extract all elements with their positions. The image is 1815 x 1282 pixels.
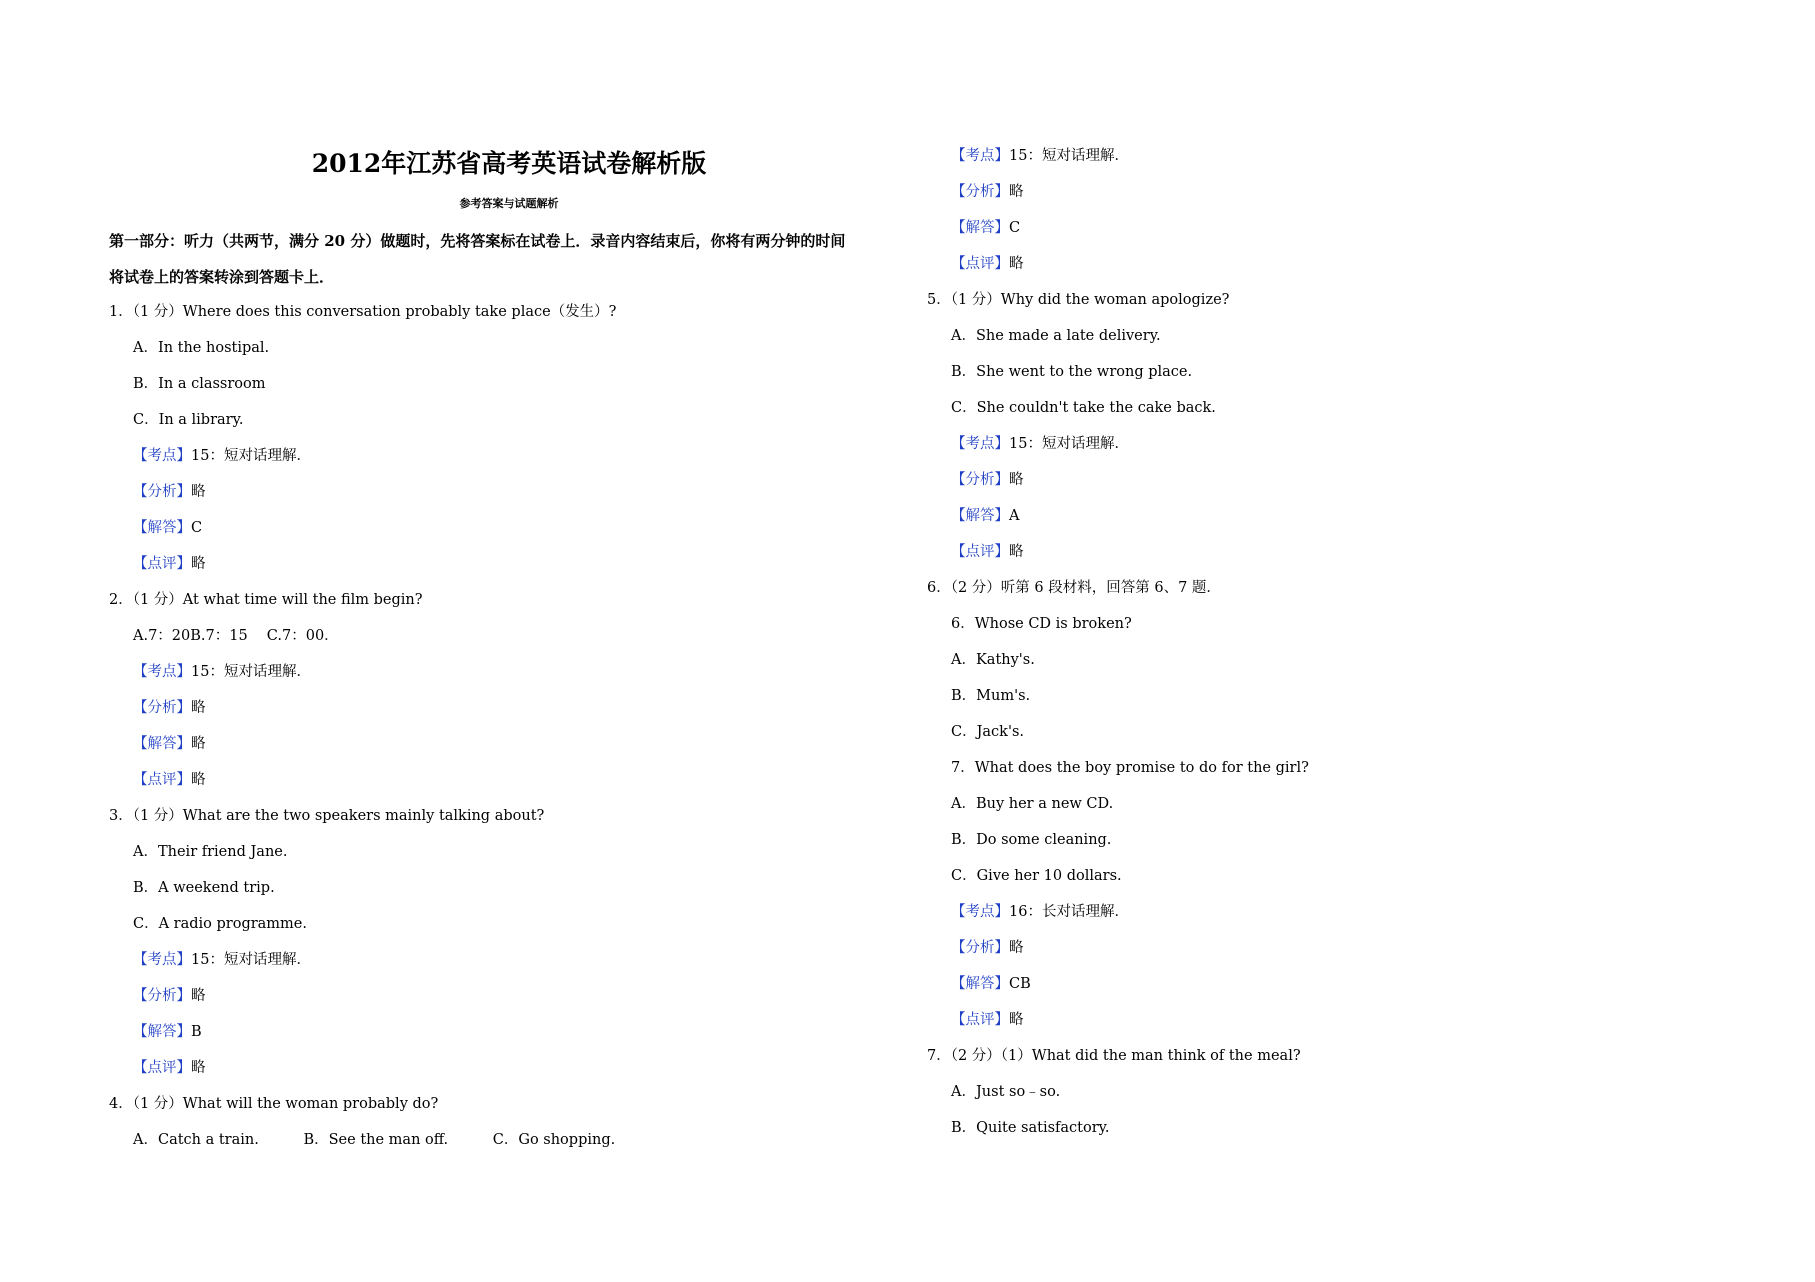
jieda-tag: 【解答】 [951, 976, 1009, 992]
question-5-stem: 5．（1 分）Why did the woman apologize? [927, 292, 1230, 308]
dianping-text: 略 [1009, 544, 1024, 560]
jieda-tag: 【解答】 [133, 520, 191, 536]
kaodian-text: 15：短对话理解． [191, 448, 311, 464]
question-2-fenxi [133, 698, 206, 718]
fenxi-tag: 【分析】 [951, 184, 1009, 200]
fenxi-text: 略 [191, 988, 206, 1004]
jieda-text: C [191, 520, 203, 536]
question-1-kaodian [133, 446, 311, 466]
question-4-kaodian [951, 146, 1129, 166]
kaodian-text: 16：长对话理解． [1009, 904, 1129, 920]
question-6-stem: 6．（2 分）听第 6 段材料，回答第 6、7 题． [927, 580, 1221, 596]
dianping-tag: 【点评】 [133, 1060, 191, 1076]
question-2-stem: 2．（1 分）At what time will the film begin? [109, 592, 423, 608]
question-1-jieda [133, 518, 202, 538]
question-4-fenxi [951, 182, 1024, 202]
question-3-option-b: B．A weekend trip. [133, 880, 275, 896]
question-6-sub-6: 6．Whose CD is broken? [951, 616, 1132, 632]
question-7-stem: 7．（2 分）（1）What did the man think of the meal? [927, 1048, 1301, 1064]
question-7-option-a: A．Just so﹣so. [951, 1084, 1061, 1100]
question-4-dianping [951, 254, 1024, 274]
part1-instruction-line2: 将试卷上的答案转涂到答题卡上． [109, 268, 335, 286]
jieda-tag: 【解答】 [951, 508, 1009, 524]
kaodian-tag: 【考点】 [133, 448, 191, 464]
kaodian-text: 15：短对话理解． [191, 664, 311, 680]
question-5-dianping [951, 542, 1024, 562]
part1-instruction-line1: 第一部分：听力（共两节，满分 20 分）做题时，先将答案标在试卷上．录音内容结束后，你将有两分钟的时间 [109, 232, 846, 250]
question-5-jieda [951, 506, 1019, 526]
dianping-text: 略 [1009, 256, 1024, 272]
question-6-sub6-option-c: C．Jack's. [951, 724, 1024, 740]
question-3-fenxi [133, 986, 206, 1006]
question-2-kaodian [133, 662, 311, 682]
question-1-stem: 1．（1 分）Where does this conversation probably take place（发生）? [109, 304, 617, 320]
question-4-option-b: B．See the man off. [303, 1132, 449, 1148]
question-5-option-b: B．She went to the wrong place. [951, 364, 1193, 380]
kaodian-text: 15：短对话理解． [1009, 436, 1129, 452]
question-1-option-a: A．In the hostipal. [133, 340, 270, 356]
page-title: 2012年江苏省高考英语试卷解析版 [311, 149, 707, 178]
jieda-text: C [1009, 220, 1021, 236]
dianping-tag: 【点评】 [951, 1012, 1009, 1028]
question-4-option-a: A．Catch a train. [133, 1132, 259, 1148]
question-5-option-c: C．She couldn't take the cake back. [951, 400, 1216, 416]
kaodian-text: 15：短对话理解． [1009, 148, 1129, 164]
dianping-tag: 【点评】 [951, 544, 1009, 560]
fenxi-tag: 【分析】 [951, 940, 1009, 956]
question-2-options: A.7：20B.7：15 C.7：00． [133, 628, 339, 644]
question-1-fenxi [133, 482, 206, 502]
question-3-jieda [133, 1022, 202, 1042]
question-3-kaodian [133, 950, 311, 970]
question-6-sub6-option-b: B．Mum's. [951, 688, 1031, 704]
dianping-text: 略 [191, 556, 206, 572]
fenxi-text: 略 [191, 700, 206, 716]
question-6-sub7-option-a: A．Buy her a new CD. [951, 796, 1114, 812]
fenxi-tag: 【分析】 [951, 472, 1009, 488]
jieda-tag: 【解答】 [133, 736, 191, 752]
jieda-tag: 【解答】 [951, 220, 1009, 236]
question-6-sub6-option-a: A．Kathy's. [951, 652, 1035, 668]
kaodian-tag: 【考点】 [951, 148, 1009, 164]
question-3-dianping [133, 1058, 206, 1078]
dianping-tag: 【点评】 [133, 556, 191, 572]
question-6-jieda [951, 974, 1031, 994]
page-subtitle: 参考答案与试题解析 [459, 197, 559, 210]
question-4-stem: 4．（1 分）What will the woman probably do? [109, 1096, 439, 1112]
fenxi-tag: 【分析】 [133, 484, 191, 500]
question-2-dianping [133, 770, 206, 790]
fenxi-text: 略 [1009, 472, 1024, 488]
question-6-kaodian [951, 902, 1129, 922]
jieda-text: 略 [191, 736, 206, 752]
question-4-options [133, 1130, 615, 1150]
question-6-sub7-option-b: B．Do some cleaning. [951, 832, 1112, 848]
question-5-option-a: A．She made a late delivery. [951, 328, 1161, 344]
fenxi-text: 略 [1009, 940, 1024, 956]
fenxi-text: 略 [1009, 184, 1024, 200]
jieda-text: B [191, 1024, 202, 1040]
dianping-tag: 【点评】 [133, 772, 191, 788]
kaodian-tag: 【考点】 [951, 904, 1009, 920]
dianping-text: 略 [191, 772, 206, 788]
fenxi-tag: 【分析】 [133, 700, 191, 716]
question-6-fenxi [951, 938, 1024, 958]
question-5-fenxi [951, 470, 1024, 490]
question-1-option-c: C．In a library. [133, 412, 244, 428]
question-1-dianping [133, 554, 206, 574]
fenxi-tag: 【分析】 [133, 988, 191, 1004]
kaodian-text: 15：短对话理解． [191, 952, 311, 968]
question-7-option-b: B．Quite satisfactory. [951, 1120, 1110, 1136]
question-1-option-b: B．In a classroom [133, 376, 266, 392]
question-3-option-a: A．Their friend Jane. [133, 844, 288, 860]
question-5-kaodian [951, 434, 1129, 454]
question-6-sub7-option-c: C．Give her 10 dollars. [951, 868, 1122, 884]
question-3-option-c: C．A radio programme. [133, 916, 307, 932]
kaodian-tag: 【考点】 [133, 952, 191, 968]
question-6-dianping [951, 1010, 1024, 1030]
dianping-text: 略 [1009, 1012, 1024, 1028]
question-3-stem: 3．（1 分）What are the two speakers mainly talking about? [109, 808, 545, 824]
kaodian-tag: 【考点】 [951, 436, 1009, 452]
dianping-tag: 【点评】 [951, 256, 1009, 272]
fenxi-text: 略 [191, 484, 206, 500]
jieda-tag: 【解答】 [133, 1024, 191, 1040]
question-4-jieda [951, 218, 1020, 238]
jieda-text: A [1009, 508, 1020, 524]
question-4-option-c: C．Go shopping. [492, 1132, 616, 1148]
kaodian-tag: 【考点】 [133, 664, 191, 680]
question-2-jieda [133, 734, 206, 754]
question-6-sub-7: 7．What does the boy promise to do for the girl? [951, 760, 1309, 776]
dianping-text: 略 [191, 1060, 206, 1076]
jieda-text: CB [1009, 976, 1031, 992]
